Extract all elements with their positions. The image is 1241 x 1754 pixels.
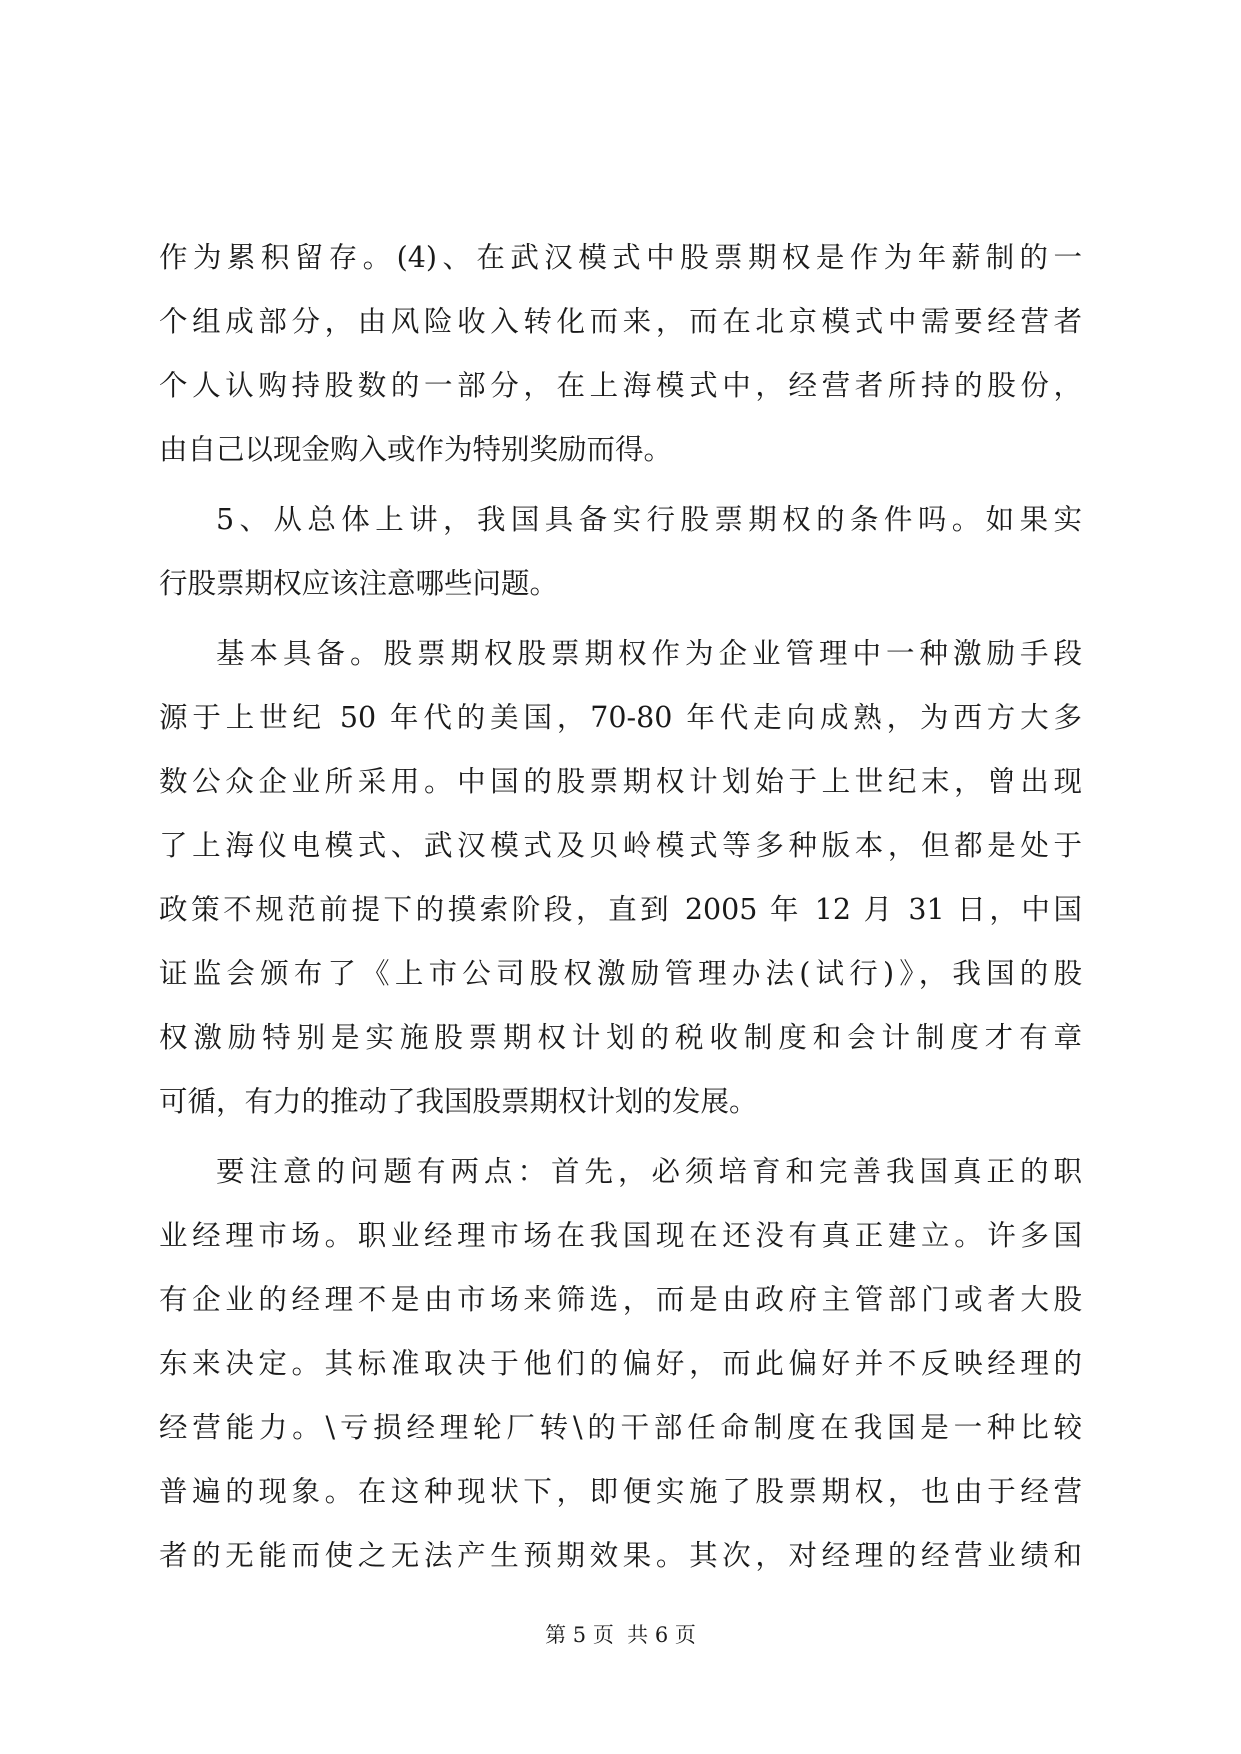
text-line: 经营能力。\亏损经理轮厂转\的干部任命制度在我国是一种比较 <box>159 1411 1082 1444</box>
text-line: 要注意的问题有两点：首先，必须培育和完善我国真正的职 <box>216 1155 1082 1188</box>
text-line: 个人认购持股数的一部分，在上海模式中，经营者所持的股份， <box>159 369 1082 402</box>
text-line: 作为累积留存。(4)、在武汉模式中股票期权是作为年薪制的一 <box>159 241 1082 274</box>
text-line: 由自己以现金购入或作为特别奖励而得。 <box>159 433 673 466</box>
text-line: 证监会颁布了《上市公司股权激励管理办法(试行)》，我国的股 <box>159 957 1082 990</box>
text-line: 5、从总体上讲，我国具备实行股票期权的条件吗。如果实 <box>216 503 1082 536</box>
paragraph-3 <box>159 622 1082 1134</box>
paragraph-4 <box>159 1140 1082 1588</box>
text-line: 源于上世纪 50 年代的美国，70-80 年代走向成熟，为西方大多 <box>159 701 1082 734</box>
page-number-footer: 第 5 页 共 6 页 <box>545 1623 696 1647</box>
text-line: 了上海仪电模式、武汉模式及贝岭模式等多种版本，但都是处于 <box>159 829 1082 862</box>
text-line: 东来决定。其标准取决于他们的偏好，而此偏好并不反映经理的 <box>159 1347 1082 1380</box>
text-line: 权激励特别是实施股票期权计划的税收制度和会计制度才有章 <box>159 1021 1082 1054</box>
text-line: 数公众企业所采用。中国的股票期权计划始于上世纪末，曾出现 <box>159 765 1082 798</box>
text-line: 行股票期权应该注意哪些问题。 <box>159 567 559 600</box>
text-line: 政策不规范前提下的摸索阶段，直到 2005 年 12 月 31 日，中国 <box>159 893 1082 926</box>
text-line: 基本具备。股票期权股票期权作为企业管理中一种激励手段 <box>216 637 1082 670</box>
text-line: 普遍的现象。在这种现状下，即便实施了股票期权，也由于经营 <box>159 1475 1082 1508</box>
text-line: 个组成部分，由风险收入转化而来，而在北京模式中需要经营者 <box>159 305 1082 338</box>
text-line: 可循，有力的推动了我国股票期权计划的发展。 <box>159 1085 758 1118</box>
text-line: 者的无能而使之无法产生预期效果。其次，对经理的经营业绩和 <box>159 1539 1082 1572</box>
paragraph-2 <box>159 488 1082 616</box>
text-line: 业经理市场。职业经理市场在我国现在还没有真正建立。许多国 <box>159 1219 1082 1252</box>
text-line: 有企业的经理不是由市场来筛选，而是由政府主管部门或者大股 <box>159 1283 1082 1316</box>
body-text <box>159 226 1082 1588</box>
paragraph-1 <box>159 226 1082 482</box>
